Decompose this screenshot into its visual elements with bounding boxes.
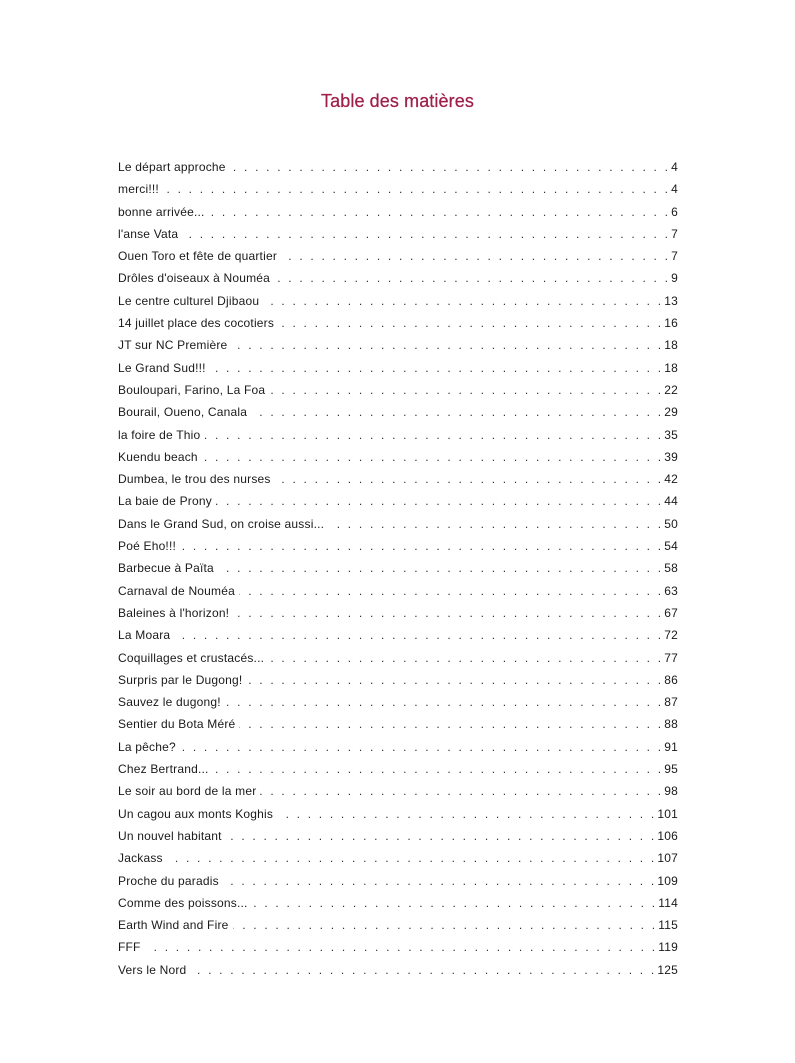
toc-entry-label: La pêche? [118, 739, 176, 754]
toc-leader-dots [145, 936, 658, 958]
toc-leader-dots [209, 201, 671, 223]
toc-entry-label: 14 juillet place des cocotiers [118, 316, 275, 331]
toc-entry[interactable] [118, 936, 678, 958]
toc-leader-dots [260, 780, 663, 802]
toc-entry-label: Chez Bertrand... [118, 762, 209, 777]
toc-leader-dots [180, 736, 663, 758]
toc-entry[interactable] [118, 713, 678, 735]
toc-entry-page: 4 [671, 182, 678, 197]
toc-entry[interactable] [118, 401, 678, 423]
toc-entry-page: 39 [664, 449, 678, 464]
toc-leader-dots [180, 535, 663, 557]
toc-entry-label: Le Grand Sud!!! [118, 360, 206, 375]
toc-entry-label: Dumbea, le trou des nurses [118, 472, 271, 487]
toc-leader-dots [274, 267, 670, 289]
toc-entry-page: 87 [664, 695, 678, 710]
toc-entry[interactable] [118, 267, 678, 289]
toc-entry[interactable] [118, 647, 678, 669]
toc-entry[interactable] [118, 624, 678, 646]
toc-entry-label: Bouloupari, Farino, La Foa [118, 382, 266, 397]
toc-leader-dots [251, 401, 663, 423]
toc-entry-label: La baie de Prony [118, 494, 212, 509]
toc-leader-dots [246, 669, 663, 691]
toc-entry-label: Vers le Nord [118, 962, 187, 977]
toc-leader-dots [239, 580, 663, 602]
toc-leader-dots [216, 490, 663, 512]
toc-leader-dots [231, 334, 663, 356]
toc-entry-page: 109 [657, 873, 678, 888]
toc-entry-page: 107 [657, 851, 678, 866]
toc-entry[interactable] [118, 312, 678, 334]
toc-leader-dots [218, 557, 663, 579]
toc-leader-dots [202, 446, 663, 468]
toc-entry[interactable] [118, 245, 678, 267]
toc-entry[interactable] [118, 446, 678, 468]
toc-leader-dots [233, 914, 658, 936]
toc-leader-dots [223, 870, 657, 892]
toc-entry-label: Un cagou aux monts Koghis [118, 806, 274, 821]
toc-entry[interactable] [118, 691, 678, 713]
toc-entry[interactable] [118, 513, 678, 535]
toc-entry[interactable] [118, 602, 678, 624]
toc-entry[interactable] [118, 959, 678, 981]
toc-leader-dots [190, 959, 656, 981]
toc-entry-label: Sentier du Bota Méré [118, 717, 236, 732]
toc-entry[interactable] [118, 178, 678, 200]
toc-leader-dots [210, 357, 664, 379]
toc-entry[interactable] [118, 758, 678, 780]
toc-entry-page: 77 [664, 650, 678, 665]
toc-leader-dots [230, 156, 670, 178]
toc-entry[interactable] [118, 156, 678, 178]
toc-entry[interactable] [118, 803, 678, 825]
toc-entry-label: Surpris par le Dugong! [118, 672, 243, 687]
toc-entry-label: bonne arrivée... [118, 204, 205, 219]
toc-entry-label: Bourail, Oueno, Canala [118, 405, 248, 420]
toc-entry[interactable] [118, 870, 678, 892]
toc-entry[interactable] [118, 580, 678, 602]
toc-entry-page: 67 [664, 605, 678, 620]
toc-entry[interactable] [118, 334, 678, 356]
toc-entry-label: Drôles d'oiseaux à Nouméa [118, 271, 271, 286]
toc-entry[interactable] [118, 290, 678, 312]
toc-leader-dots [233, 602, 663, 624]
toc-leader-dots [328, 513, 663, 535]
toc-leader-dots [213, 758, 664, 780]
toc-entry-label: Le départ approche [118, 160, 226, 174]
toc-leader-dots [174, 624, 663, 646]
toc-entry-page: 88 [664, 717, 678, 732]
toc-entry-page: 9 [671, 271, 678, 286]
toc-entry-page: 106 [657, 828, 678, 843]
toc-entry-label: Le centre culturel Djibaou [118, 293, 260, 308]
toc-entry-page: 4 [671, 160, 678, 174]
toc-entry-page: 95 [664, 762, 678, 777]
toc-leader-dots [277, 803, 656, 825]
toc-entry[interactable] [118, 736, 678, 758]
toc-leader-dots [252, 892, 658, 914]
toc-entry-page: 101 [657, 806, 678, 821]
toc-entry[interactable] [118, 892, 678, 914]
toc-entry-label: Barbecue à Païta [118, 561, 214, 576]
toc-entry-label: Carnaval de Nouméa [118, 583, 235, 598]
toc-entry[interactable] [118, 557, 678, 579]
toc-leader-dots [163, 178, 670, 200]
toc-entry-page: 50 [664, 516, 678, 531]
toc-entry[interactable] [118, 847, 678, 869]
toc-entry-page: 115 [658, 918, 678, 933]
toc-leader-dots [268, 647, 663, 669]
toc-entry-label: Ouen Toro et fête de quartier [118, 249, 278, 264]
toc-entry-page: 42 [664, 472, 678, 487]
toc-entry-label: Dans le Grand Sud, on croise aussi... [118, 516, 325, 531]
toc-entry[interactable] [118, 424, 678, 446]
toc-entry-page: 98 [664, 784, 678, 799]
toc-entry-page: 18 [664, 360, 678, 375]
toc-entry[interactable] [118, 379, 678, 401]
toc-entry-label: Poé Eho!!! [118, 539, 177, 554]
toc-entry[interactable] [118, 535, 678, 557]
toc-entry-label: Coquillages et crustacés... [118, 650, 265, 665]
toc-entry-label: Earth Wind and Fire [118, 918, 229, 933]
toc-leader-dots [167, 847, 657, 869]
table-of-contents [118, 156, 678, 981]
toc-entry-page: 44 [664, 494, 678, 509]
toc-entry-label: Jackass [118, 851, 163, 866]
toc-entry-page: 6 [671, 204, 678, 219]
toc-entry-page: 125 [657, 962, 678, 977]
toc-entry-page: 54 [664, 539, 678, 554]
toc-entry-page: 91 [664, 739, 678, 754]
toc-leader-dots [263, 290, 663, 312]
toc-entry-page: 58 [664, 561, 678, 576]
toc-entry-label: la foire de Thio [118, 427, 201, 442]
toc-entry-page: 7 [671, 226, 678, 241]
toc-leader-dots [269, 379, 663, 401]
toc-entry-label: Kuendu beach [118, 449, 198, 464]
toc-entry[interactable] [118, 468, 678, 490]
toc-entry[interactable] [118, 490, 678, 512]
toc-entry-label: Sauvez le dugong! [118, 695, 221, 710]
toc-entry-page: 86 [664, 672, 678, 687]
toc-entry-label: Un nouvel habitant [118, 828, 222, 843]
toc-entry-page: 7 [671, 249, 678, 264]
toc-entry-page: 16 [664, 316, 678, 331]
toc-leader-dots [226, 825, 657, 847]
toc-entry[interactable] [118, 780, 678, 802]
toc-entry-label: Le soir au bord de la mer [118, 784, 257, 799]
toc-entry-label: La Moara [118, 628, 171, 643]
toc-entry-label: FFF [118, 940, 141, 955]
toc-entry-label: Baleines à l'horizon! [118, 605, 230, 620]
toc-leader-dots [239, 713, 663, 735]
toc-leader-dots [275, 468, 664, 490]
toc-leader-dots [182, 223, 670, 245]
toc-entry-page: 22 [664, 382, 678, 397]
page-title: Table des matières [321, 91, 474, 112]
toc-entry-label: merci!!! [118, 182, 159, 197]
toc-entry[interactable] [118, 201, 678, 223]
toc-leader-dots [204, 424, 663, 446]
toc-entry-label: l'anse Vata [118, 226, 179, 241]
toc-entry-page: 18 [664, 338, 678, 353]
toc-leader-dots [281, 245, 670, 267]
toc-entry-label: Comme des poissons... [118, 895, 248, 910]
toc-entry[interactable] [118, 357, 678, 379]
toc-leader-dots [225, 691, 663, 713]
toc-entry-page: 35 [664, 427, 678, 442]
toc-entry-page: 119 [658, 940, 678, 955]
toc-entry-label: JT sur NC Première [118, 338, 228, 353]
toc-entry-page: 63 [664, 583, 678, 598]
toc-entry[interactable] [118, 223, 678, 245]
toc-entry-label: Proche du paradis [118, 873, 219, 888]
toc-leader-dots [278, 312, 663, 334]
toc-entry[interactable] [118, 914, 678, 936]
toc-entry-page: 114 [658, 895, 678, 910]
toc-entry[interactable] [118, 825, 678, 847]
toc-entry[interactable] [118, 669, 678, 691]
toc-entry-page: 29 [664, 405, 678, 420]
toc-entry-page: 13 [664, 293, 678, 308]
toc-entry-page: 72 [664, 628, 678, 643]
